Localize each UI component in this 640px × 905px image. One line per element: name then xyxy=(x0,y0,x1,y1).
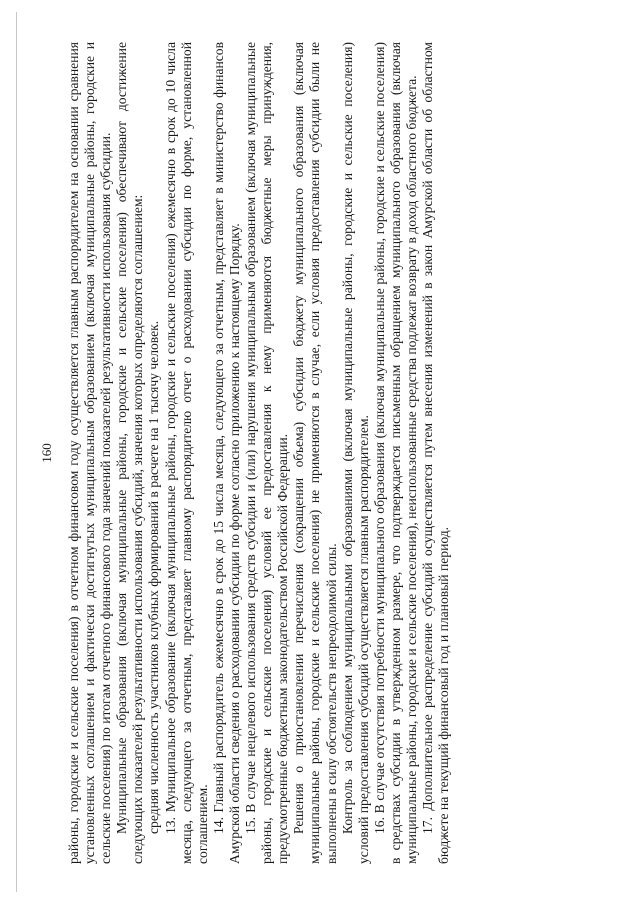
paragraph-indicator-item: средняя численность участников клубных формирований в расчете на 1 тысячу человек. xyxy=(146,320,162,834)
document-body xyxy=(66,38,452,868)
rotated-document-page xyxy=(40,38,600,868)
paragraph-continuation: районы, городские и сельские поселения) в отчетном финансовом году осуществляется главным распорядителем на основании сравнения установленных соглашением и фактически достигнутых муниципальным образованием (включая муниципальные районы, городские и сельские поселения) по итогам отчетного финансового года значений показателей результативности использования субсидии. xyxy=(66,41,114,864)
paragraph-control: Контроль за соблюдением муниципальными образованиями (включая муниципальные районы, городские и сельские поселения) условий предоставления субсидий осуществляется главным распорядителем. xyxy=(339,41,371,864)
paragraph-item-17: 17. Дополнительное распределение субсидий осуществляется путем внесения изменений в закон Амурской области об областном бюджете на текущий финансовый год и плановый период. xyxy=(420,41,452,864)
paragraph-suspension-decisions: Решения о приостановлении перечисления (сокращении объема) субсидии бюджету муниципального образования (включая муниципальные районы, городские и сельские поселения) не применяются в случае, если условия предоставления субсидии были не выполнены в силу обстоятельств непреодолимой силы. xyxy=(291,41,339,864)
page-number: 160 xyxy=(39,442,54,463)
paragraph-item-16: 16. В случае отсутствия потребности муниципального образования (включая муниципальные районы, городские и сельские поселения) в средствах субсидии в утвержденном размере, что подтверждается письменным обращением муниципального образования (включая муниципальные районы, городские и сельские поселения), неиспользованные средства подлежат возврату в доход областного бюджета. xyxy=(371,41,419,864)
paragraph-item-15: 15. В случае нецелевого использования средств субсидии и (или) нарушения муниципальным образованием (включая муниципальные районы, городские и сельские поселения) условий ее предоставления к нему применяются бюджетные меры принуждения, предусмотренные бюджетным законодательством Российской Федерации. xyxy=(243,41,291,864)
paragraph-item-14: 14. Главный распорядитель ежемесячно в срок до 15 числа месяца, следующего за отчетным, представляет в министерство финансов Амурской области сведения о расходовании субсидии по форме согласно приложению к настоящему Порядку. xyxy=(210,41,242,864)
paragraph-performance-indicators: Муниципальные образования (включая муниципальные районы, городские и сельские поселения) обеспечивают достижение следующих показателей результативности использования субсидий, значения которых определяются соглашением: xyxy=(114,41,146,864)
paragraph-item-13: 13. Муниципальное образование (включая муниципальные районы, городские и сельские поселения) ежемесячно в срок до 10 числа месяца, следующего за отчетным, представляет главному распорядителю отчет о расходовании субсидии по форме, установленной соглашением. xyxy=(162,41,210,864)
